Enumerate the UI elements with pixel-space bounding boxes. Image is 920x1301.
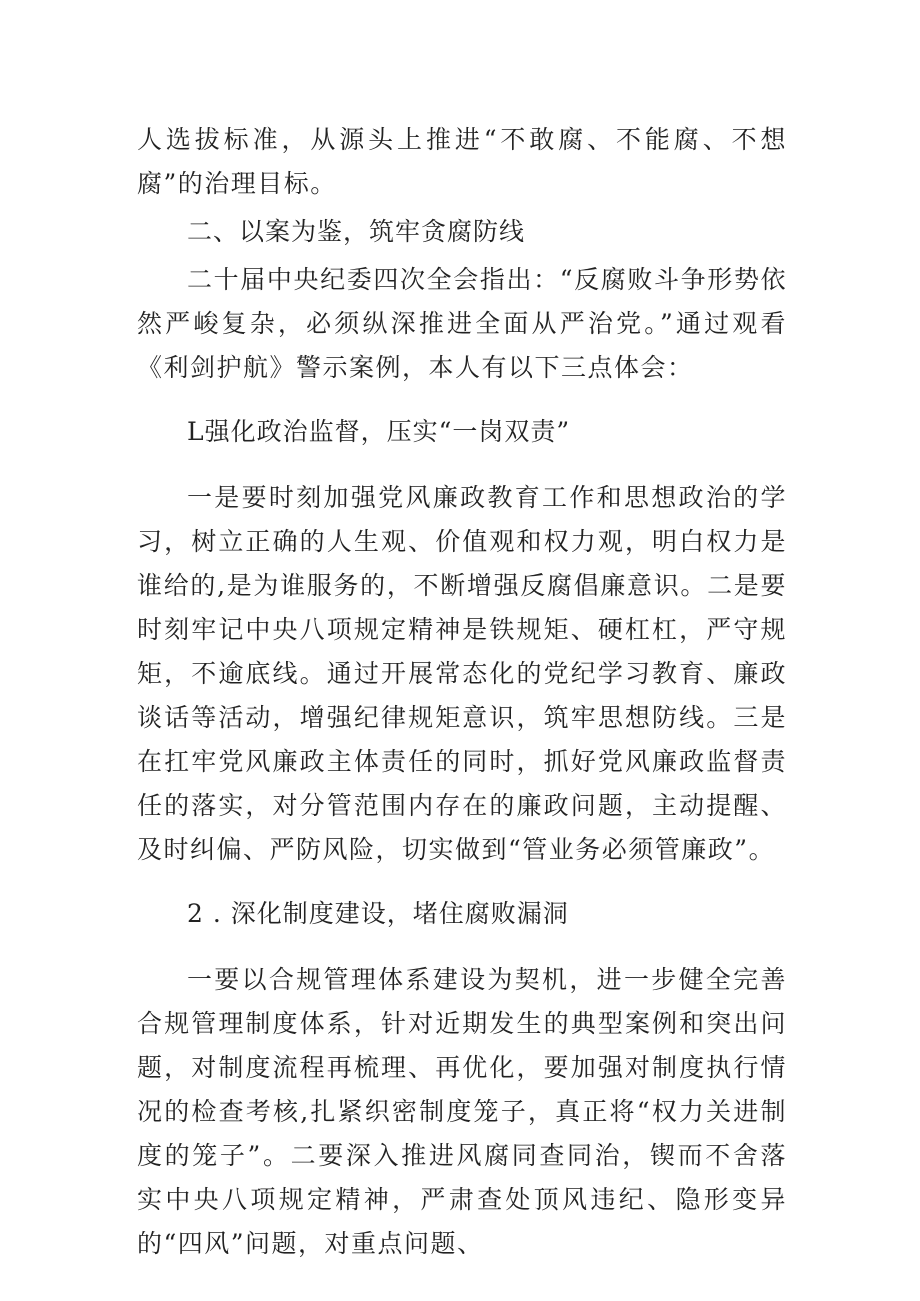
subheading-political-supervision: L强化政治监督，压实“一岗双责” — [187, 417, 571, 446]
paragraph-political-supervision: 一是要时刻加强党风廉政教育工作和思想政治的学习，树立正确的人生观、价值观和权力观，明白权力是谁给的,是为谁服务的，不断增强反腐倡廉意识。二是要时刻牢记中央八项规定精神是铁规矩、硬杠杠，严守规矩，不逾底线。通过开展常态化的党纪学习教育、廉政谈话等活动，增强纪律规矩意识，筑牢思想防线。三是在扛牢党风廉政主体责任的同时，抓好党风廉政监督责任的落实，对分管范围内存在的廉政问题，主动提醒、及时纠偏、严防风险，切实做到“管业务必须管廉政”。 — [137, 483, 787, 864]
paragraph-intro: 二十届中央纪委四次全会指出：“反腐败斗争形势依然严峻复杂，必须纵深推进全面从严治党。”通过观看《利剑护航》警示案例，本人有以下三点体会： — [137, 265, 787, 382]
section-heading-two: 二、以案为鉴，筑牢贪腐防线 — [187, 217, 526, 246]
subheading-system-building: 2 . 深化制度建设，堵住腐败漏洞 — [187, 899, 569, 928]
document-body — [137, 118, 787, 1266]
paragraph-continuation: 人选拔标准，从源头上推进“不敢腐、不能腐、不想腐”的治理目标。 — [137, 125, 787, 198]
paragraph-system-building: 一要以合规管理体系建设为契机，进一步健全完善合规管理制度体系，针对近期发生的典型案例和突出问题，对制度流程再梳理、再优化，要加强对制度执行情况的检查考核,扎紧织密制度笼子，真正将“权力关进制度的笼子”。二要深入推进风腐同查同治，锲而不舍落实中央八项规定精神，严肃查处顶风违纪、隐形变异的“四风”问题，对重点问题、 — [137, 965, 787, 1258]
